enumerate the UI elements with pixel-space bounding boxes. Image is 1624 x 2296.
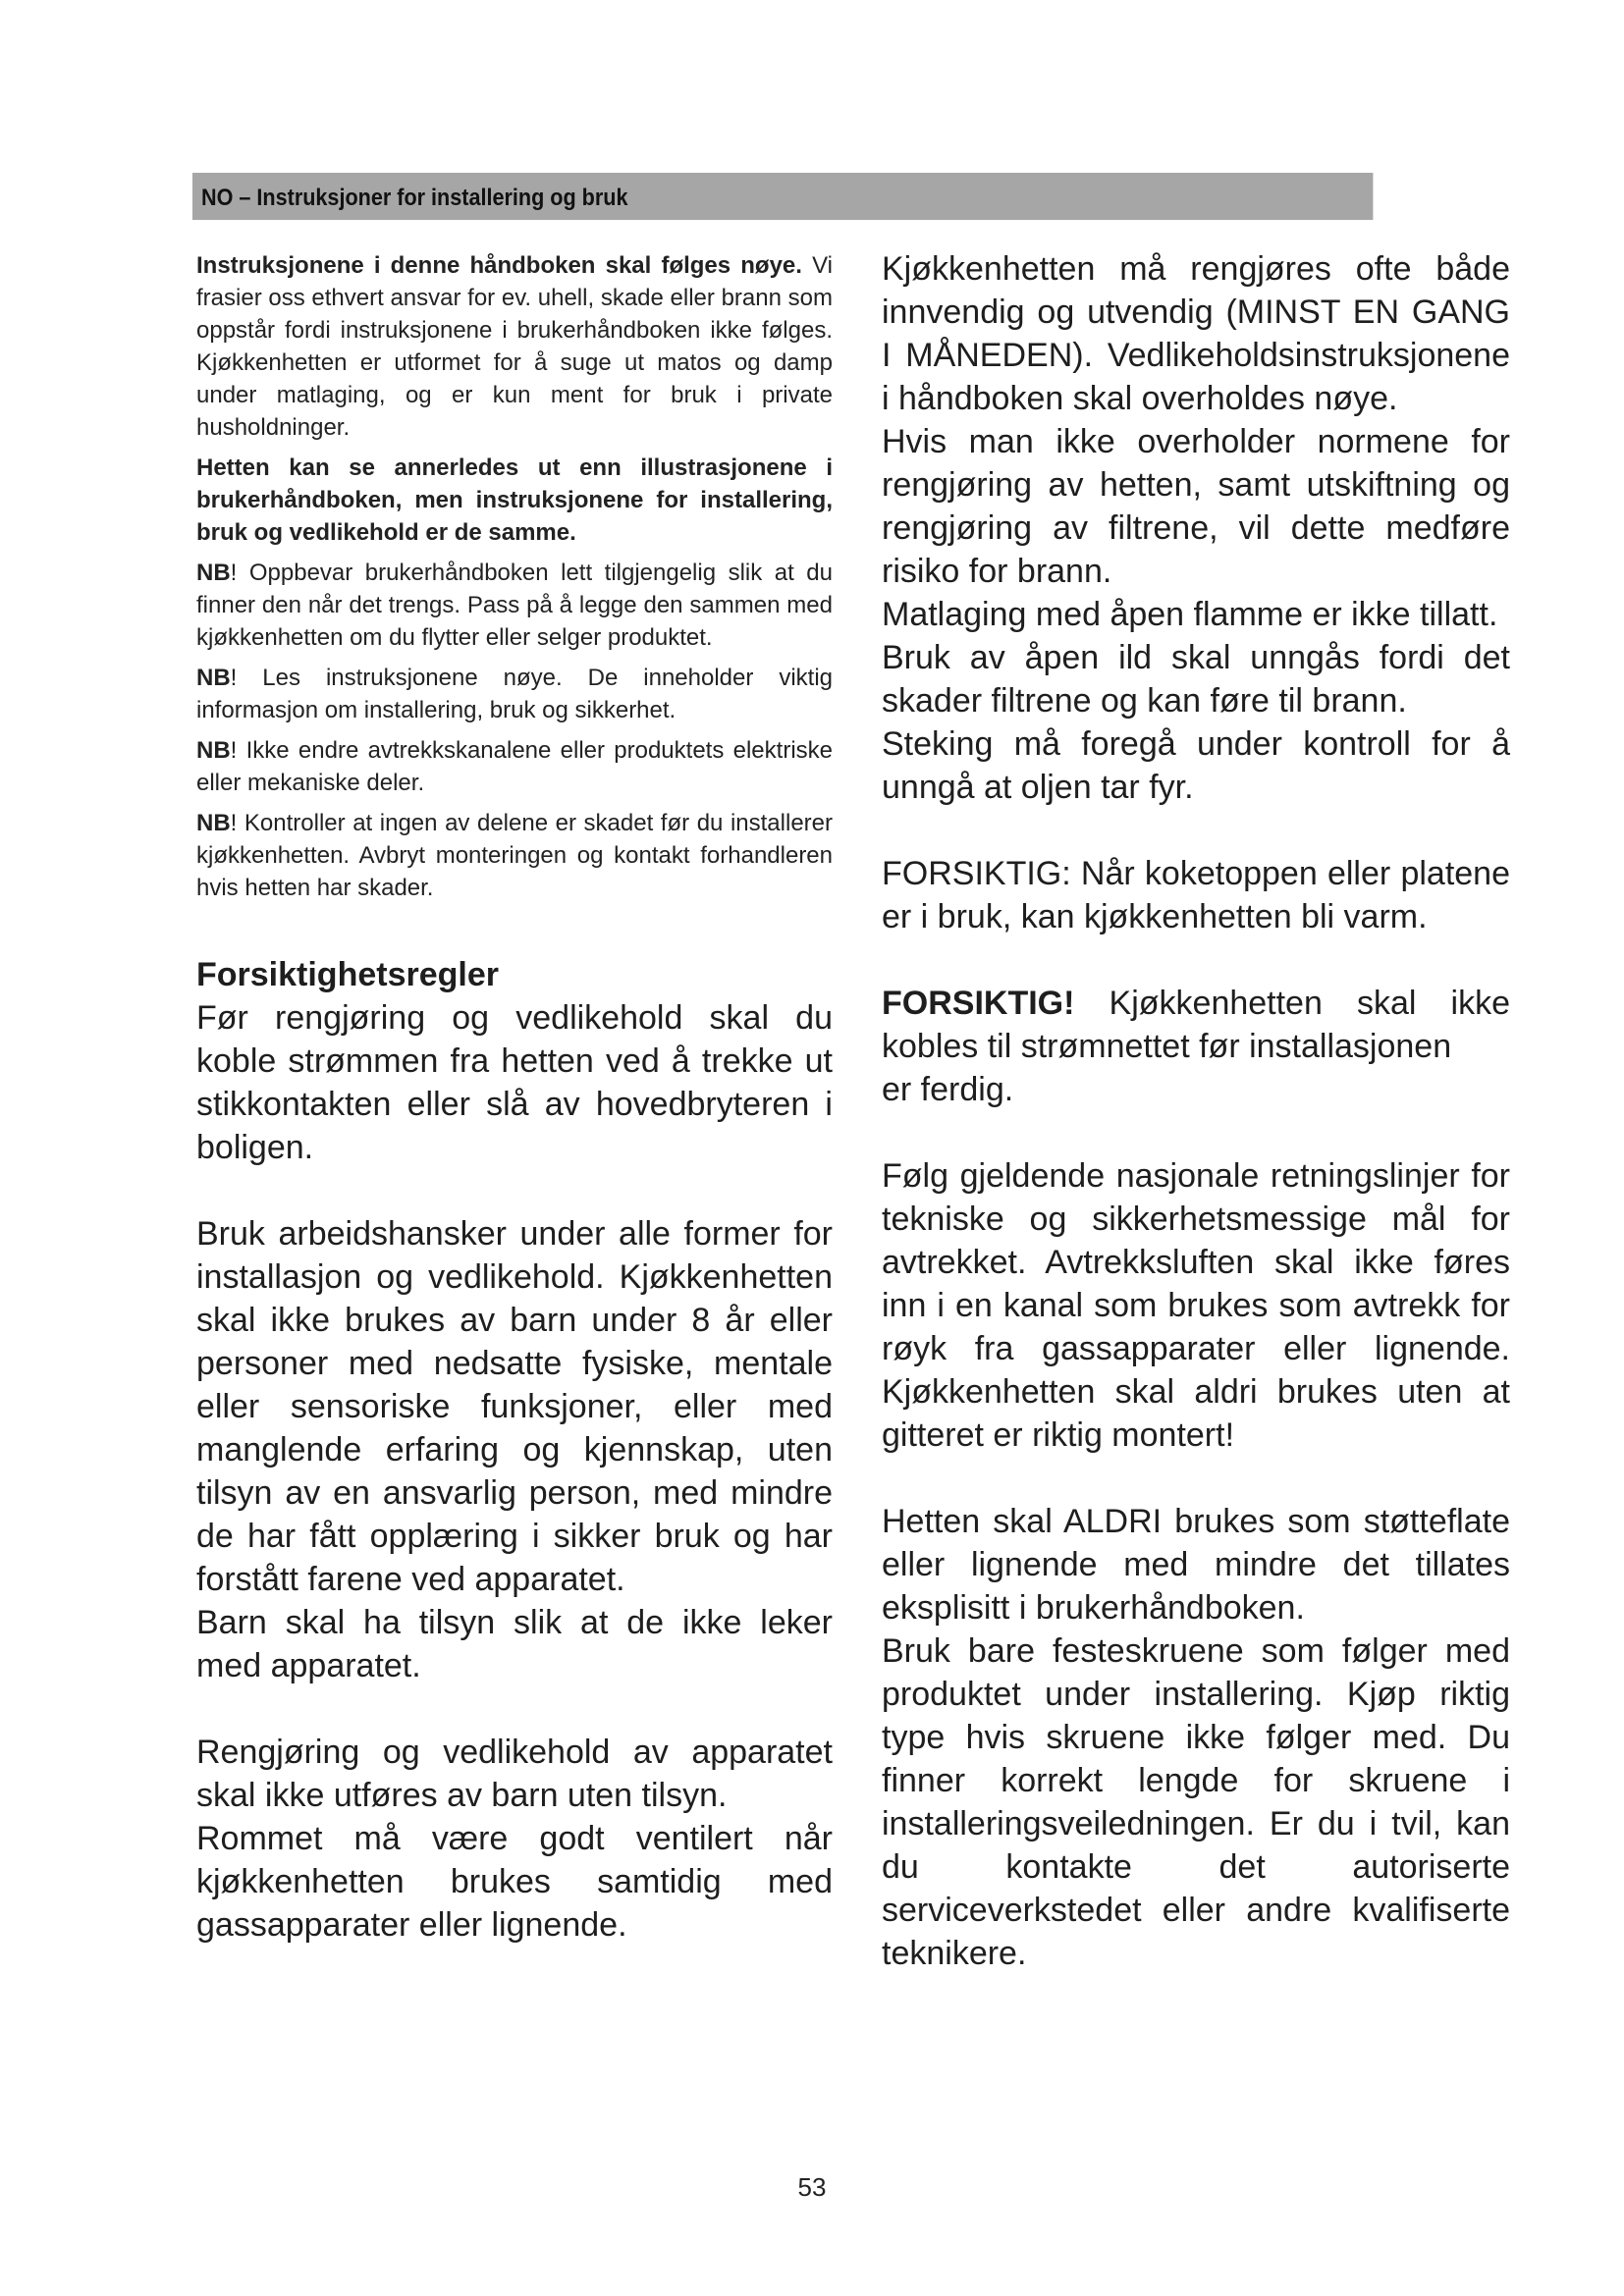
right-paragraph-9: Hetten skal ALDRI brukes som støtteflate eller lignende med mindre det tillates eksplisitt i brukerhåndboken.	[882, 1503, 1510, 1627]
right-paragraph-6: FORSIKTIG: Når koketoppen eller platene er i bruk, kan kjøkkenhetten bli varm.	[882, 855, 1510, 935]
right-paragraph-1: Kjøkkenhetten må rengjøres ofte både innvendig og utvendig (MINST EN GANG I MÅNEDEN). Vedlikeholdsinstruksjonene i håndboken skal overholdes nøye.	[882, 250, 1510, 417]
left-paragraph-4: Rengjøring og vedlikehold av apparatet skal ikke utføres av barn uten tilsyn.	[196, 1734, 833, 1814]
left-paragraph-1: Før rengjøring og vedlikehold skal du koble strømmen fra hetten ved å trekke ut stikkontakten eller slå av hovedbryteren i boligen.	[196, 999, 833, 1166]
right-paragraph-5: Steking må foregå under kontroll for å unngå at oljen tar fyr.	[882, 725, 1510, 806]
section-header-bar	[192, 173, 1373, 220]
left-paragraph-5: Rommet må være godt ventilert når kjøkkenhetten brukes samtidig med gassapparater eller lignende.	[196, 1820, 833, 1944]
intro-paragraph: Instruksjonene i denne håndboken skal følges nøye. Vi frasier oss ethvert ansvar for ev. uhell, skade eller brann som oppstår fordi instruksjonene i brukerhåndboken ikke følges. Kjøkkenhetten er utformet for å suge ut matos og damp under matlaging, og er kun ment for bruk i private husholdninger.	[196, 252, 833, 441]
nb-note-3: NB! Ikke endre avtrekkskanalene eller produktets elektriske eller mekaniske deler.	[196, 737, 833, 796]
page-number: 53	[797, 2172, 827, 2202]
left-paragraph-2: Bruk arbeidshansker under alle former for installasjon og vedlikehold. Kjøkkenhetten skal ikke brukes av barn under 8 år eller personer med nedsatte fysiske, mentale eller sensoriske funksjoner, eller med manglende erfaring og kjennskap, uten tilsyn av en ansvarlig person, med mindre de har fått opplæring i sikker bruk og har forstått farene ved apparatet.	[196, 1215, 833, 1598]
nb-note-1: NB! Oppbevar brukerhåndboken lett tilgjengelig slik at du finner den når det trengs. Pass på å legge den sammen med kjøkkenhetten om du flytter eller selger produktet.	[196, 560, 833, 651]
section-heading: Forsiktighetsregler	[196, 956, 499, 993]
left-paragraph-3: Barn skal ha tilsyn slik at de ikke leker med apparatet.	[196, 1604, 833, 1684]
left-column-precautions	[196, 956, 833, 1947]
right-paragraph-4: Bruk av åpen ild skal unngås fordi det skader filtrene og kan føre til brann.	[882, 639, 1510, 720]
right-paragraph-7: FORSIKTIG! Kjøkkenhetten skal ikke kobles til strømnettet før installasjonen er ferdig.	[882, 985, 1510, 1108]
right-paragraph-2: Hvis man ikke overholder normene for rengjøring av hetten, samt utskiftning og rengjøring av filtrene, vil dette medføre risiko for brann.	[882, 423, 1510, 590]
right-paragraph-10: Bruk bare festeskruene som følger med produktet under installering. Kjøp riktig type hvis skruene ikke følger med. Du finner korrekt lengde for skruene i installeringsveiledningen. Er du i tvil, kan du kontakte det autoriserte serviceverkstedet eller andre kvalifiserte teknikere.	[882, 1632, 1510, 1972]
right-paragraph-8: Følg gjeldende nasjonale retningslinjer for tekniske og sikkerhetsmessige mål for avtrekket. Avtrekksluften skal ikke føres inn i en kanal som brukes som avtrekk for røyk fra gassapparater eller lignende. Kjøkkenhetten skal aldri brukes uten at gitteret er riktig montert!	[882, 1157, 1510, 1454]
right-column	[882, 247, 1510, 1975]
section-header-title: NO – Instruksjoner for installering og bruk	[201, 185, 628, 211]
right-paragraph-3: Matlaging med åpen flamme er ikke tillatt.	[882, 596, 1498, 633]
nb-note-2: NB! Les instruksjonene nøye. De inneholder viktig informasjon om installering, bruk og sikkerhet.	[196, 665, 833, 723]
appearance-warning: Hetten kan se annerledes ut enn illustrasjonene i brukerhåndboken, men instruksjonene for installering, bruk og vedlikehold er de samme.	[196, 454, 833, 546]
left-column-intro	[196, 249, 833, 912]
nb-note-4: NB! Kontroller at ingen av delene er skadet før du installerer kjøkkenhetten. Avbryt monteringen og kontakt forhandleren hvis hetten har skader.	[196, 810, 833, 901]
